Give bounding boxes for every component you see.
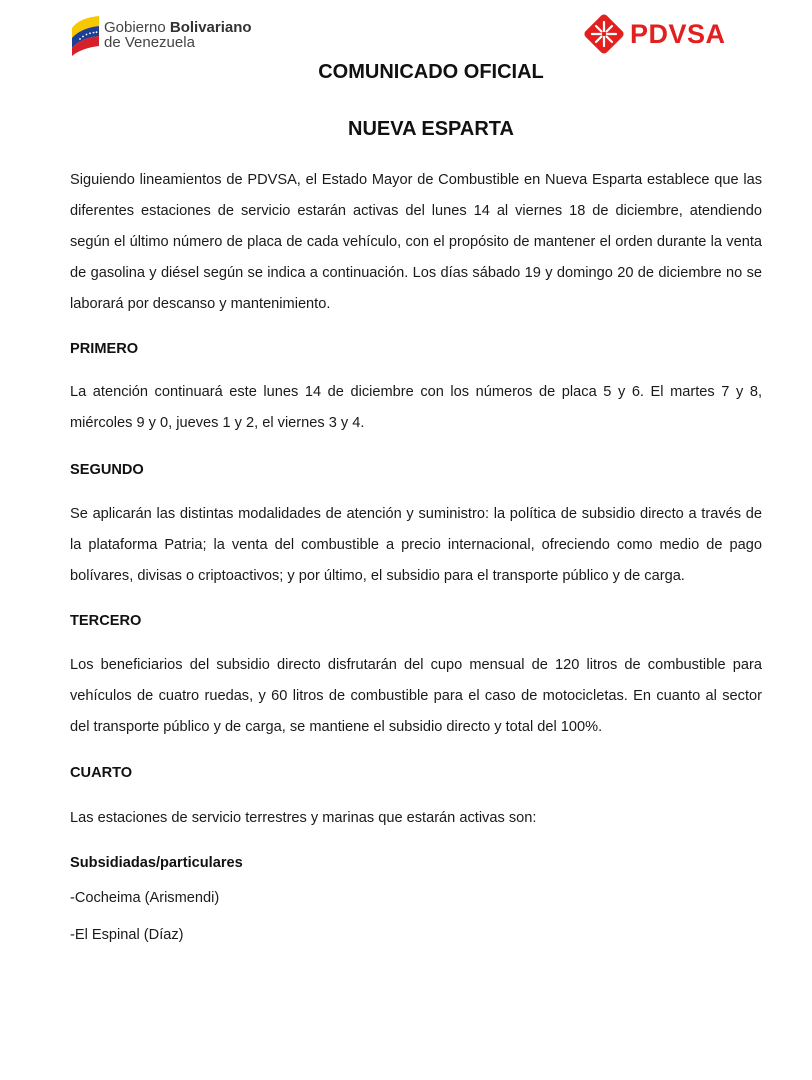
intro-paragraph: Siguiendo lineamientos de PDVSA, el Estado Mayor de Combustible en Nueva Esparta establece que las diferentes estaciones de servicio estarán activas del lunes 14 al viernes 18 de diciembre, atendiendo según el último número de placa de cada vehículo, con el propósito de mantener el orden durante la venta de gasolina y diésel según se indica a continuación. Los días sábado 19 y domingo 20 de diciembre no se laborará por descanso y mantenimiento.: [70, 172, 762, 312]
section-body-cuarto: Las estaciones de servicio terrestres y marinas que estarán activas son:: [70, 810, 537, 826]
document-subtitle: NUEVA ESPARTA: [348, 118, 514, 140]
gobierno-bolivariano-logo: [70, 14, 252, 56]
section-body-primero: La atención continuará este lunes 14 de diciembre con los números de placa 5 y 6. El martes 7 y 8, miércoles 9 y 0, jueves 1 y 2, el viernes 3 y 4.: [70, 384, 762, 431]
pdvsa-logo: [584, 14, 726, 54]
gobierno-bolivariano-wordmark: [104, 20, 252, 50]
stations-heading: Subsidiadas/particulares: [70, 855, 243, 871]
section-heading-cuarto: CUARTO: [70, 765, 133, 781]
document-title: COMUNICADO OFICIAL: [318, 61, 544, 83]
gov-line1-prefix: Gobierno: [104, 19, 170, 36]
section-body-segundo: Se aplicarán las distintas modalidades de atención y suministro: la política de subsidio directo a través de la plataforma Patria; la venta del combustible a precio internacional, ofreciendo como medio de pago bolívares, divisas o criptoactivos; y por último, el subsidio para el transporte público y de carga.: [70, 506, 762, 584]
gov-line2: de Venezuela: [104, 34, 195, 51]
section-body-tercero: Los beneficiarios del subsidio directo disfrutarán del cupo mensual de 120 litros de combustible para vehículos de cuatro ruedas, y 60 litros de combustible para el caso de motocicletas. En cuanto al sector del transporte público y de carga, se mantiene el subsidio directo y total del 100%.: [70, 657, 762, 735]
station-list-item: -El Espinal (Díaz): [70, 927, 184, 943]
station-list-item: -Cocheima (Arismendi): [70, 890, 220, 906]
pdvsa-wordmark: PDVSA: [630, 18, 726, 49]
venezuela-flag-icon: [70, 14, 100, 56]
section-heading-primero: PRIMERO: [70, 341, 139, 357]
section-heading-segundo: SEGUNDO: [70, 462, 144, 478]
gov-line1-bold: Bolivariano: [169, 19, 252, 36]
section-heading-tercero: TERCERO: [70, 613, 142, 629]
pdvsa-sun-icon: [584, 14, 624, 54]
